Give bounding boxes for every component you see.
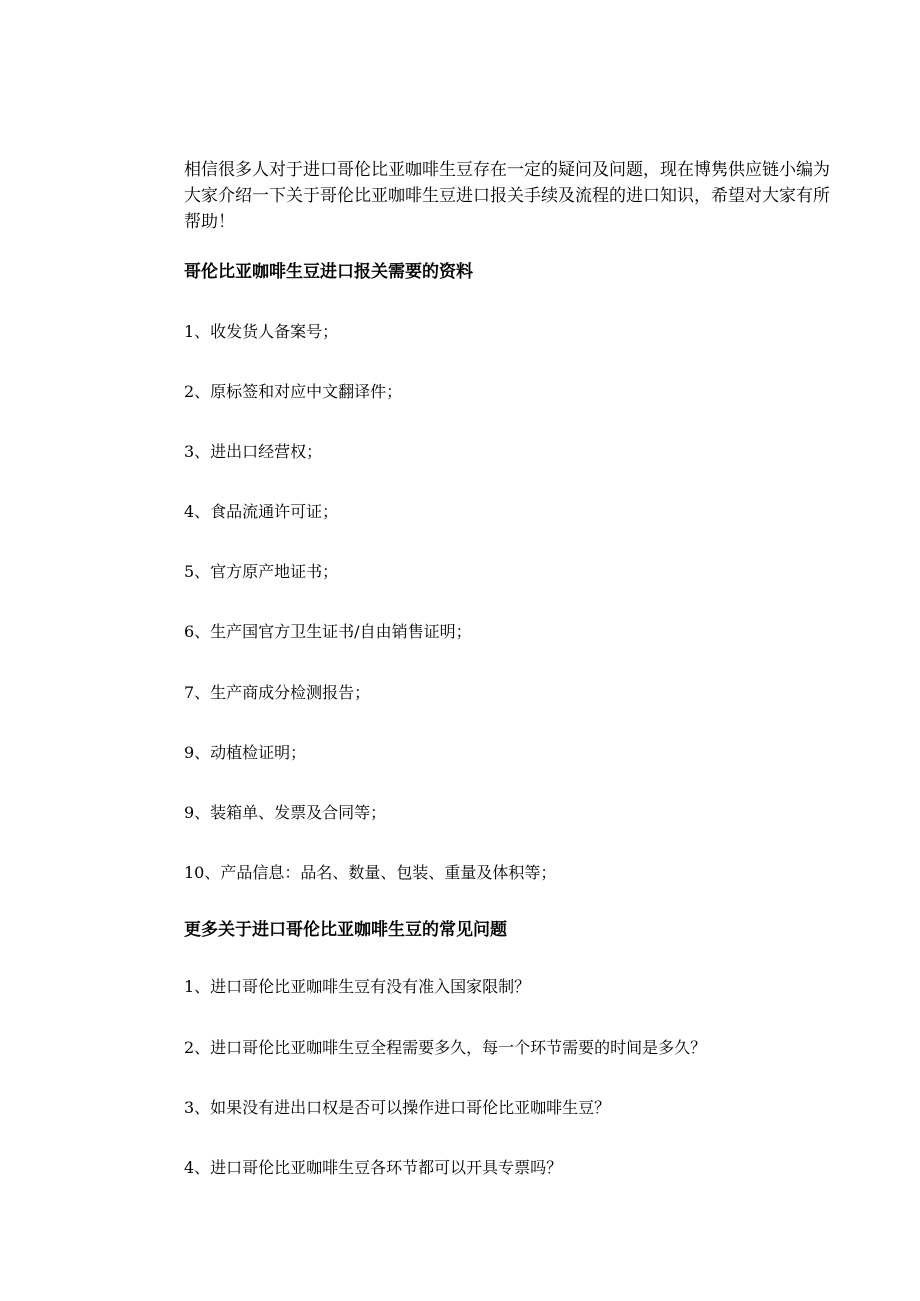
section1-item-6: 6、生产国官方卫生证书/自由销售证明；: [184, 622, 472, 641]
section1-heading: 哥伦比亚咖啡生豆进口报关需要的资料: [184, 262, 473, 282]
section1-item-8: 9、动植检证明；: [184, 743, 307, 762]
section1-item-9: 9、装箱单、发票及合同等；: [184, 803, 387, 822]
section1-item-2: 2、原标签和对应中文翻译件；: [184, 382, 403, 401]
section2-item-1: 1、进口哥伦比亚咖啡生豆有没有准入国家限制？: [184, 977, 531, 996]
section1-item-4: 4、食品流通许可证；: [184, 502, 339, 521]
section1-item-5: 5、官方原产地证书；: [184, 562, 339, 581]
section1-item-10: 10、产品信息：品名、数量、包装、重量及体积等；: [184, 863, 557, 882]
intro-paragraph: 相信很多人对于进口哥伦比亚咖啡生豆存在一定的疑问及问题，现在博隽供应链小编为大家介绍一下关于哥伦比亚咖啡生豆进口报关手续及流程的进口知识，希望对大家有所帮助！: [184, 160, 830, 232]
section2-item-3: 3、如果没有进出口权是否可以操作进口哥伦比亚咖啡生豆？: [184, 1098, 611, 1117]
section2-item-4: 4、进口哥伦比亚咖啡生豆各环节都可以开具专票吗？: [184, 1158, 563, 1177]
section2-item-2: 2、进口哥伦比亚咖啡生豆全程需要多久，每一个环节需要的时间是多久？: [184, 1038, 707, 1057]
section2-heading: 更多关于进口哥伦比亚咖啡生豆的常见问题: [184, 920, 507, 940]
section1-item-7: 7、生产商成分检测报告；: [184, 683, 371, 702]
section1-item-3: 3、进出口经营权；: [184, 442, 323, 461]
section1-item-1: 1、收发货人备案号；: [184, 322, 339, 341]
